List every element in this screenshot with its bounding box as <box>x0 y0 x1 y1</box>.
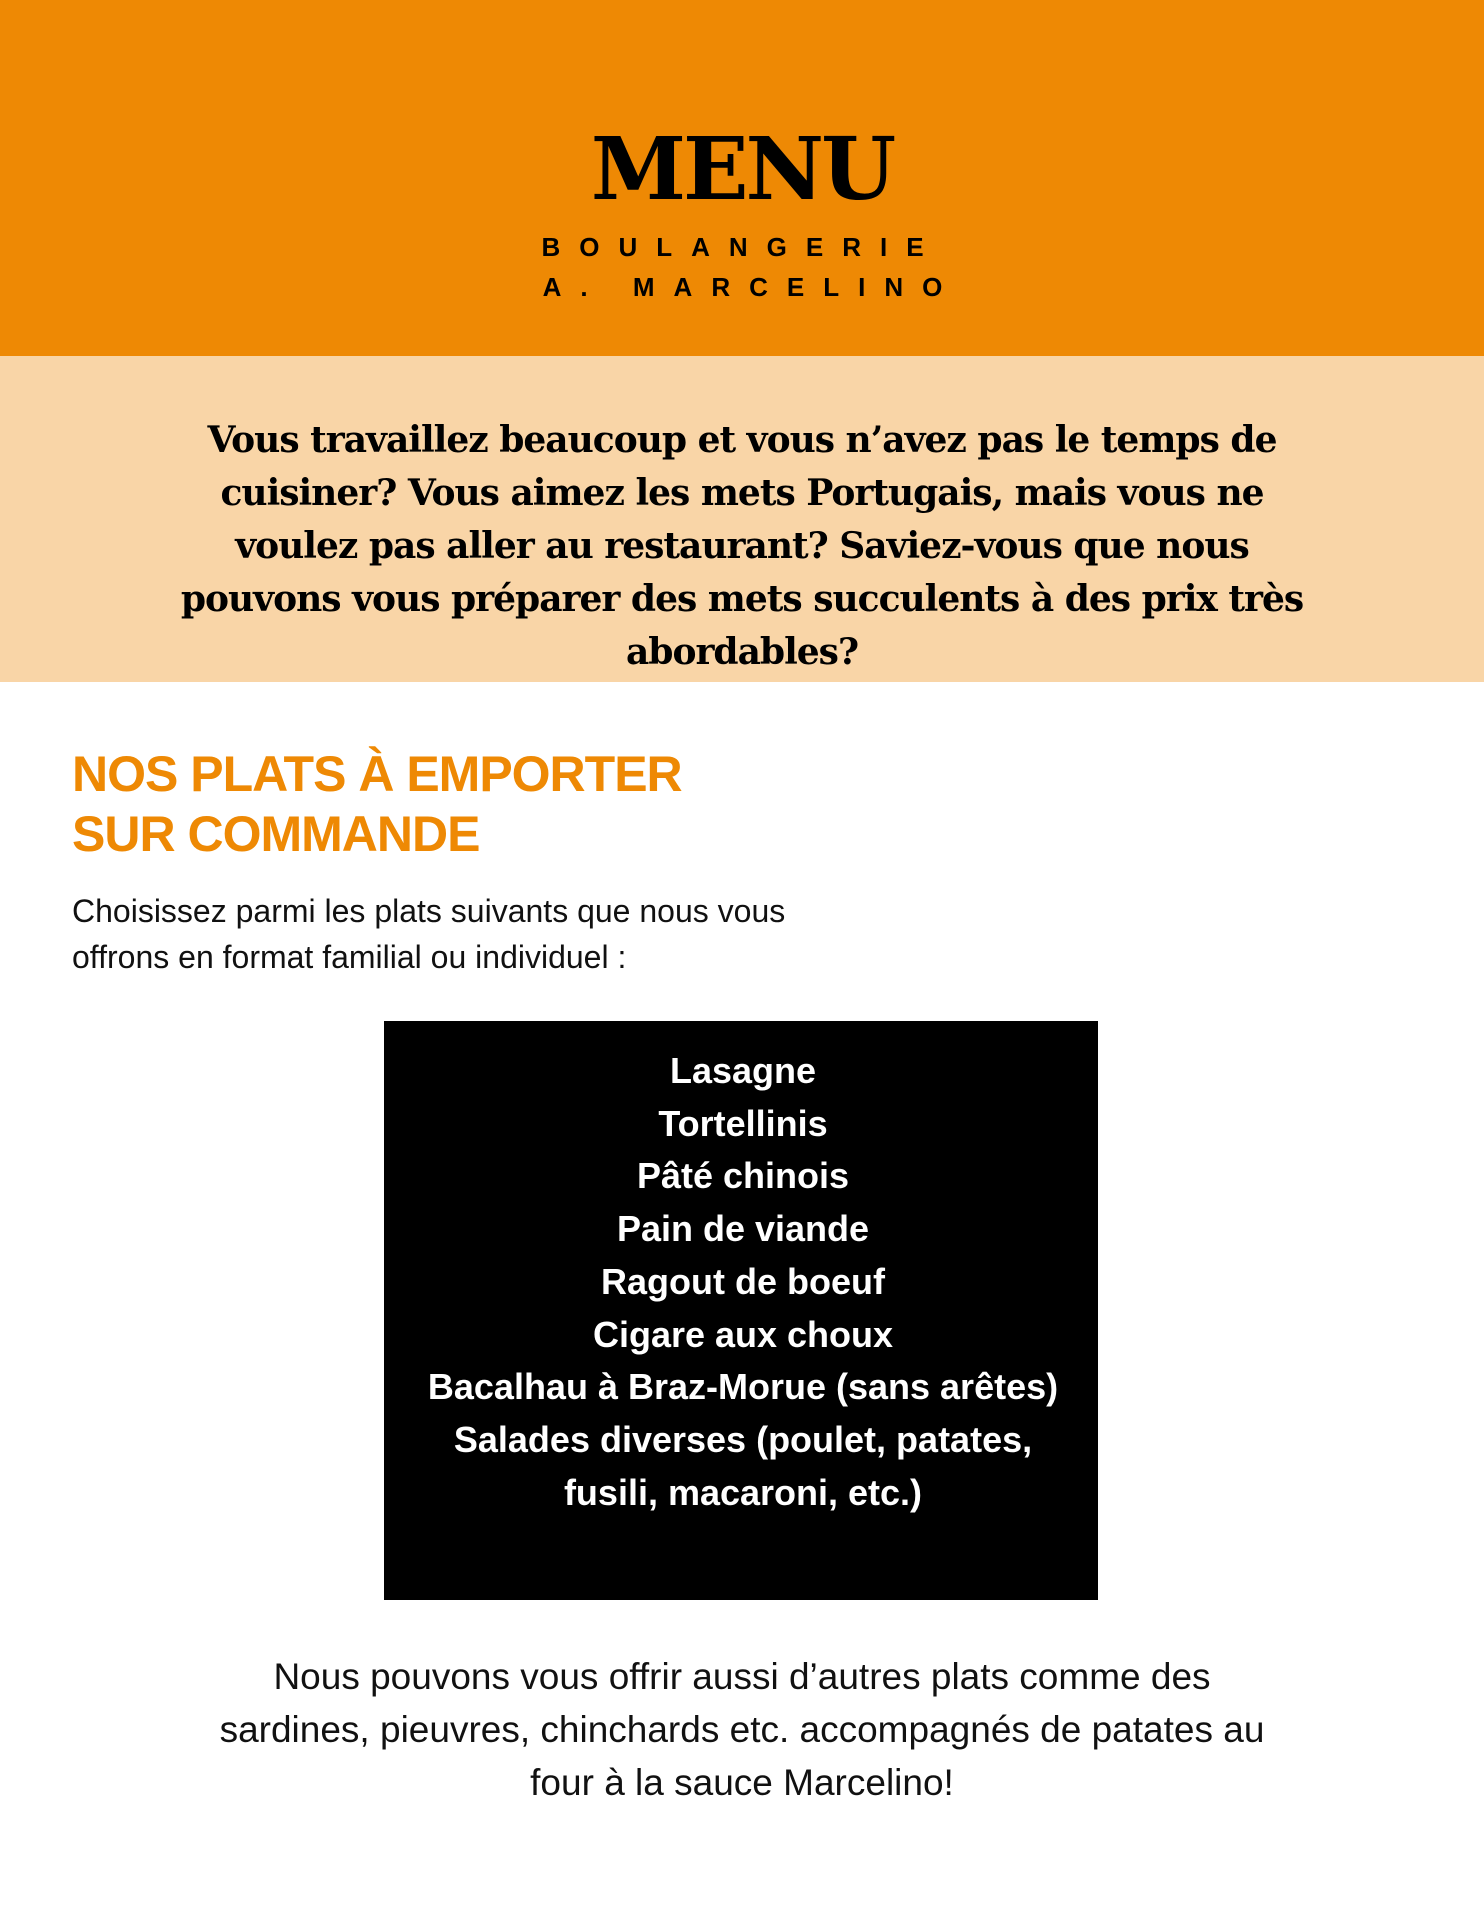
dish-item: Salades diverses (poulet, patates, fusili, macaroni, etc.) <box>453 1418 1033 1513</box>
dish-item: Pâté chinois <box>636 1155 850 1197</box>
dish-item: Tortellinis <box>658 1102 828 1144</box>
intro-paragraph: Vous travaillez beaucoup et vous n’avez pas le temps de cuisiner? Vous aimez les mets Portugais, mais vous ne voulez pas aller au restaurant? Saviez-vous que nous pouvons vous préparer des mets succulents à des prix très abordables? <box>180 419 1304 673</box>
brand-name-line1: BOULANGERIE <box>541 232 943 262</box>
dish-item: Ragout de boeuf <box>601 1260 885 1302</box>
brand-name-line2: A. MARCELINO <box>542 272 962 302</box>
dish-item: Pain de viande <box>616 1208 870 1250</box>
dish-item: Lasagne <box>669 1050 817 1091</box>
menu-title: MENU <box>590 119 894 220</box>
section-title <box>72 744 872 864</box>
dish-item: Bacalhau à Braz-Morue (sans arêtes) <box>427 1366 1059 1408</box>
dish-list <box>420 1045 1066 1519</box>
section-title-line1: NOS PLATS À EMPORTER <box>72 746 682 802</box>
section-title-line2: SUR COMMANDE <box>72 806 480 862</box>
section-description: Choisissez parmi les plats suivants que nous vous offrons en format familial ou individuel : <box>72 893 786 975</box>
dish-item: Cigare aux choux <box>592 1313 894 1355</box>
footer-paragraph: Nous pouvons vous offrir aussi d’autres plats comme des sardines, pieuvres, chinchards etc. accompagnés de patates au four à la sauce Marcelino! <box>219 1656 1265 1803</box>
